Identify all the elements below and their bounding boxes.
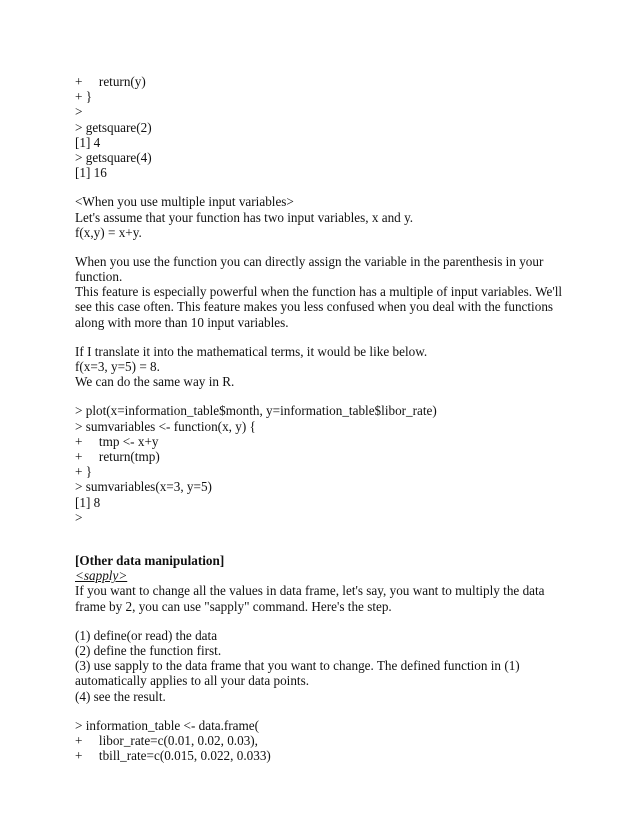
code-block-sumvariables [75,403,575,525]
paragraph: When you use the function you can directly assign the variable in the parenthesis in your function. [75,253,544,285]
code-line: > getsquare(2) [75,119,152,135]
code-block-getsquare [75,74,575,180]
code-line: > sumvariables <- function(x, y) { [75,418,256,434]
document-page [75,74,575,763]
paragraph: f(x,y) = x+y. [75,224,142,240]
paragraph: This feature is especially powerful when the function has a multiple of input variables. We'll see this case often. This feature makes you less confused when you deal with the functions along with more than 10 input variables. [75,284,563,330]
code-line: > sumvariables(x=3, y=5) [75,479,212,495]
code-line: + return(y) [75,74,146,89]
code-line: > plot(x=information_table$month, y=information_table$libor_rate) [75,403,437,419]
code-line: > [75,104,83,120]
paragraph: Let's assume that your function has two input variables, x and y. [75,209,414,225]
section-multiple-inputs [75,194,575,389]
step-item: (3) use sapply to the data frame that you want to change. The defined function in (1) automatically applies to all your data points. [75,658,520,689]
code-line: > information_table <- data.frame( [75,717,260,733]
paragraph: We can do the same way in R. [75,374,235,390]
code-line: + tbill_rate=c(0.015, 0.022, 0.033) [75,748,271,764]
section-subheading: <sapply> [75,568,128,584]
code-line: [1] 8 [75,494,101,510]
step-item: (2) define the function first. [75,642,222,658]
code-line: [1] 4 [75,134,101,150]
paragraph: f(x=3, y=5) = 8. [75,359,160,375]
paragraph: If you want to change all the values in data frame, let's say, you want to multiply the data frame by 2, you can use "sapply" command. Here's the step. [75,583,545,614]
code-line: > [75,509,83,525]
section-heading: <When you use multiple input variables> [75,194,294,210]
code-line: [1] 16 [75,165,107,181]
step-item: (4) see the result. [75,688,166,704]
section-heading: [Other data manipulation] [75,552,225,568]
paragraph: If I translate it into the mathematical terms, it would be like below. [75,343,428,359]
code-line: + libor_rate=c(0.01, 0.02, 0.03), [75,732,258,748]
step-item: (1) define(or read) the data [75,627,218,643]
code-line: + return(tmp) [75,449,160,465]
code-line: + } [75,89,93,105]
code-block-information-table [75,718,575,764]
code-line: + tmp <- x+y [75,433,159,449]
code-line: > getsquare(4) [75,149,152,165]
section-other-data-manipulation [75,553,575,704]
code-line: + } [75,464,93,480]
